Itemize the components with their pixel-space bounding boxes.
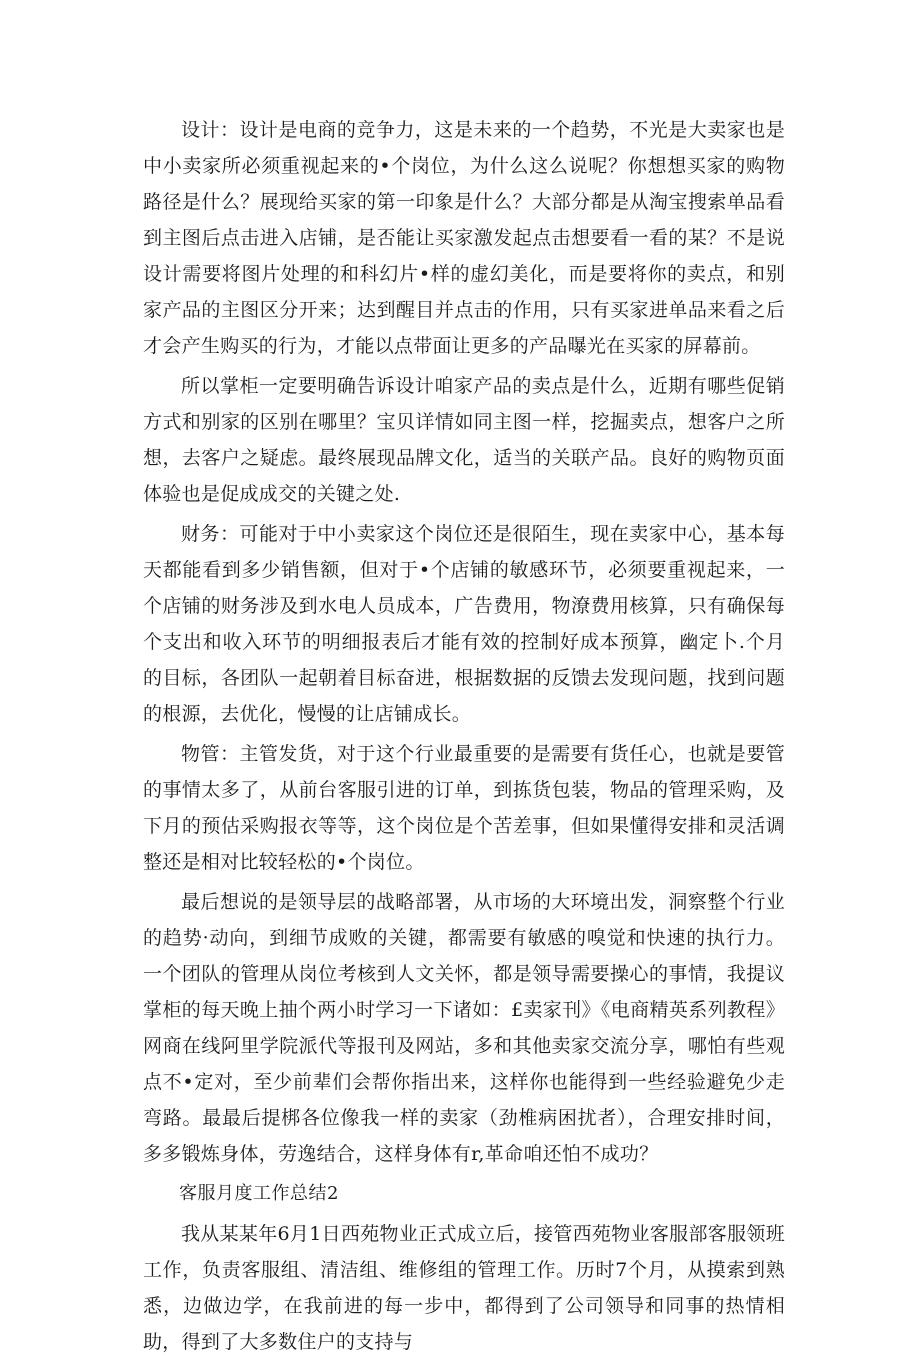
paragraph-customer-service: 我从某某年6月1日西苑物业正式成立后，接管西苑物业客服部客服领班工作，负责客服组、清洁组、维修组的管理工作。历时7个月，从摸索到熟悉，边做边学，在我前进的每一步中，都得到了公司领导和同事的热情相助，得到了大多数住户的支持与 [143, 1223, 785, 1353]
section-heading: 客服月度工作总结2 [179, 1183, 339, 1204]
document-body [143, 112, 785, 1364]
paragraph-finance: 财务：可能对于中小卖家这个岗位还是很陌生，现在卖家中心，基本每天都能看到多少销售额，但对于•个店铺的敏感环节，必须要重视起来，一个店铺的财务涉及到水电人员成本，广告费用，物潦费用核算，只有确保每个支出和收入环节的明细报表后才能有效的控制好成本预算，幽定卜.个月的目标，各团队一起朝着目标奋进，根据数据的反馈去发现问题，找到问题的根源，去优化，慢慢的让店铺成长。 [143, 523, 785, 725]
paragraph-design: 设计：设计是电商的竞争力，这是未来的一个趋势，不光是大卖家也是中小卖家所必须重视起来的•个岗位，为什么这么说呢？你想想买家的购物路径是什么？展现给买家的第一印象是什么？大部分都是从淘宝搜索单品看到主图后点击进入店铺，是否能让买家激发起点击想要看一看的某？不是说设计需要将图片处理的和科幻片•样的虚幻美化，而是要将你的卖点，和别家产品的主图区分开来；达到醒目并点击的作用，只有买家进单品来看之后才会产生购买的行为，才能以点带面让更多的产品曝光在买家的屏幕前。 [143, 119, 785, 357]
paragraph-leadership: 最后想说的是领导层的战略部署，从市场的大环境出发，洞察整个行业的趋势·动向，到细节成败的关键，都需要有敏感的嗅觉和快速的执行力。一个团队的管理从岗位考核到人文关怀，都是领导需要操心的事情，我提议掌柜的每天晚上抽个两小时学习一下诸如：£卖家刊》《电商精英系列教程》网商在线阿里学院派代等报刊及网站，多和其他卖家交流分享，哪怕有些观点不•定对，至少前辈们会帮你指出来，这样你也能得到一些经验避免少走弯路。最最后提梆各位像我一样的卖家（劲椎病困扰者），合理安排时间，多多锻炼身体，劳逸结合，这样身体有r,革命咱还怕不成功？ [143, 891, 785, 1165]
paragraph-manager-selling-points: 所以掌柜一定要明确告诉设计咱家产品的卖点是什么，近期有哪些促销方式和别家的区别在哪里？宝贝详情如同主图一样，挖掘卖点，想客户之所想，去客户之疑虑。最终展现品牌文化，适当的关联产品。良好的购物页面体验也是促成成交的关键之处. [143, 375, 785, 505]
paragraph-logistics: 物管：主管发货，对于这个行业最重要的是需要有货任心，也就是要管的事情太多了，从前台客服引进的订单，到拣货包装，物品的管理采购，及下月的预估采购报衣等等，这个岗位是个苦差事，但如果懂得安排和灵活调整还是相对比较轻松的•个岗位。 [143, 743, 785, 873]
